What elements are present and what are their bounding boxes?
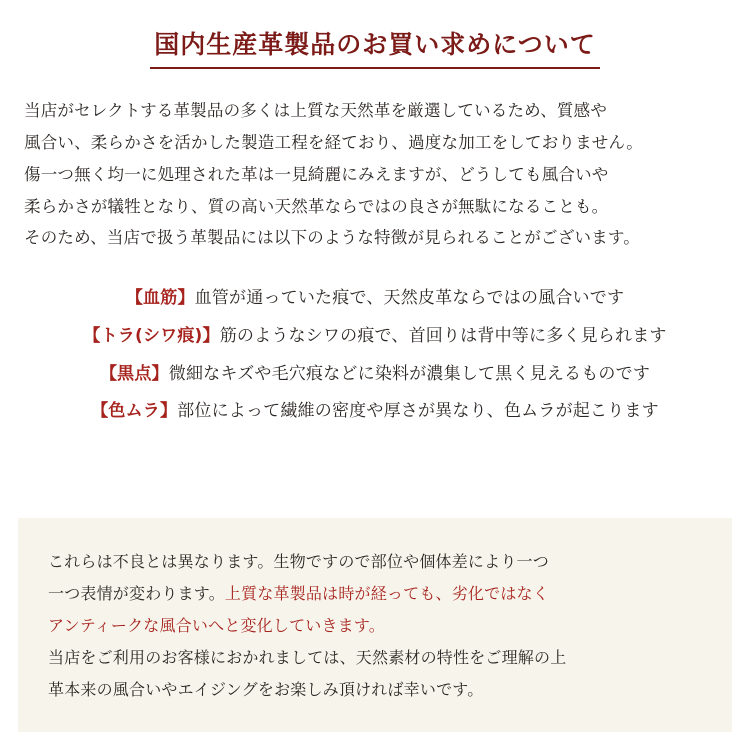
title-block [0, 0, 750, 69]
note-accent-text: 劣化ではなく [451, 584, 549, 603]
feature-item [0, 393, 750, 431]
note-accent-text: 上質な革製品は時が経っても、 [224, 584, 452, 603]
note-line: 革本来の風合いやエイジングをお楽しみ頂ければ幸いです。 [48, 680, 484, 699]
intro-line: 柔らかさが犠牲となり、質の高い天然革ならではの良さが無駄になることも。 [24, 196, 609, 216]
feature-tag: 【血筋】 [125, 288, 195, 309]
feature-tag: 【トラ(シワ痕)】 [83, 325, 220, 346]
feature-tag: 【黒点】 [99, 363, 169, 384]
aging-note-box [18, 518, 732, 732]
intro-line: 風合い、柔らかさを活かした製造工程を経ており、過度な加工をしておりません。 [24, 132, 643, 152]
note-line: 当店をご利用のお客様におかれましては、天然素材の特性をご理解の上 [48, 648, 567, 667]
note-line [48, 578, 702, 610]
feature-text: 微細なキズや毛穴痕などに染料が濃集して黒く見えるものです [168, 363, 651, 384]
feature-list [0, 280, 750, 431]
feature-text: 部位によって繊維の密度や厚さが異なり、色ムラが起こります [177, 401, 659, 422]
intro-paragraph [24, 95, 726, 254]
intro-line: 当店がセレクトする革製品の多くは上質な天然革を厳選しているため、質感や [24, 101, 608, 120]
feature-item [0, 318, 750, 356]
note-line: これらは不良とは異なります。生物ですので部位や個体差により一つ [48, 552, 549, 571]
feature-tag: 【色ムラ】 [91, 401, 178, 422]
note-line: アンティークな風合いへと変化していきます。 [48, 616, 386, 635]
feature-item [0, 280, 750, 318]
note-text: 一つ表情が変わります。 [48, 584, 225, 603]
feature-text: 筋のようなシワの痕で、首回りは背中等に多く見られます [219, 325, 667, 346]
feature-item [0, 356, 750, 394]
page-title: 国内生産革製品のお買い求めについて [150, 30, 600, 69]
intro-line: そのため、当店で扱う革製品には以下のような特徴が見られることがございます。 [24, 228, 640, 248]
intro-line: 傷一つ無く均一に処理された革は一見綺麗にみえますが、どうしても風合いや [24, 164, 609, 184]
feature-text: 血管が通っていた痕で、天然皮革ならではの風合いです [194, 288, 625, 309]
